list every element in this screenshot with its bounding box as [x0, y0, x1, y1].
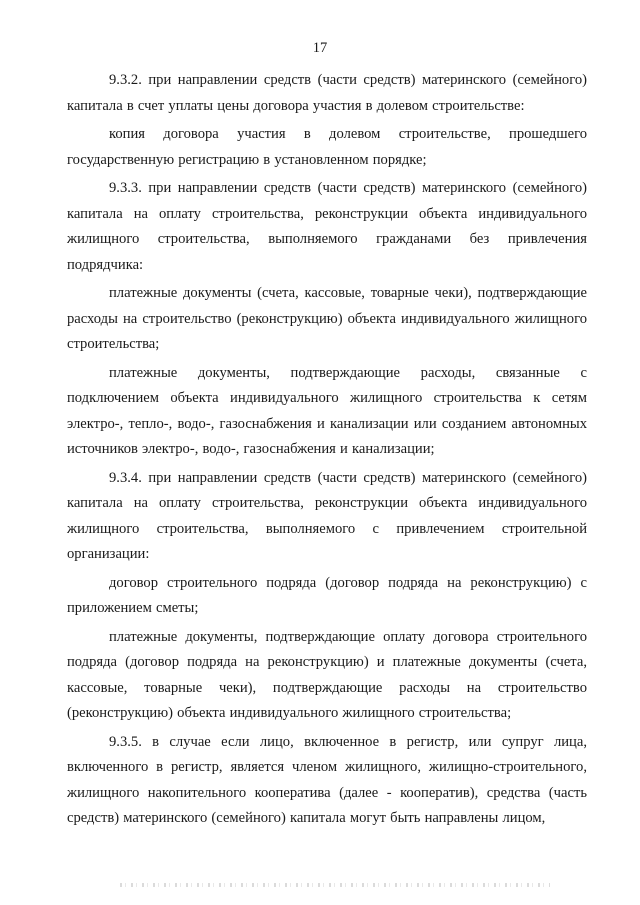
paragraph-construction-contract: договор строительного подряда (договор подряда на реконструкцию) с приложением сметы;: [67, 574, 587, 616]
paragraph-payment-documents: платежные документы (счета, кассовые, товарные чеки), подтверждающие расходы на строительство (реконструкцию) объекта индивидуального жилищного строительства;: [67, 285, 587, 352]
page-number: 17: [312, 40, 328, 56]
scan-artifact: [120, 883, 550, 887]
paragraph-copy-of-contract: копия договора участия в долевом строительстве, прошедшего государственную регистрацию в установленном порядке;: [67, 126, 587, 168]
document-body: [67, 68, 587, 835]
paragraph-contract-payment-documents: платежные документы, подтверждающие оплату договора строительного подряда (договор подряда на реконструкцию) и платежные документы (счета, кассовые, товарные чеки), подтверждающие расходы на строительство (реконструкцию) объекта индивидуального жилищного строительства;: [67, 628, 587, 721]
paragraph-9-3-3: 9.3.3. при направлении средств (части средств) материнского (семейного) капитала на оплату строительства, реконструкции объекта индивидуального жилищного строительства, выполняемого гражданами без привлечения подрядчика:: [67, 180, 587, 273]
paragraph-9-3-2: 9.3.2. при направлении средств (части средств) материнского (семейного) капитала в счет уплаты цены договора участия в долевом строительстве:: [67, 72, 587, 114]
paragraph-9-3-5: 9.3.5. в случае если лицо, включенное в регистр, или супруг лица, включенного в регистр, является членом жилищного, жилищно-строительного, жилищного накопительного кооператива (далее - кооператив), средства (часть средств) материнского (семейного) капитала могут быть направлены лицом,: [67, 733, 587, 826]
paragraph-connection-expenses: платежные документы, подтверждающие расходы, связанные с подключением объекта индивидуального жилищного строительства к сетям электро-, тепло-, водо-, газоснабжения и канализации или созданием автономных источников электро-, водо-, газоснабжения и канализации;: [67, 364, 587, 457]
paragraph-9-3-4: 9.3.4. при направлении средств (части средств) материнского (семейного) капитала на оплату строительства, реконструкции объекта индивидуального жилищного строительства, выполняемого с привлечением строительной организации:: [67, 469, 587, 562]
